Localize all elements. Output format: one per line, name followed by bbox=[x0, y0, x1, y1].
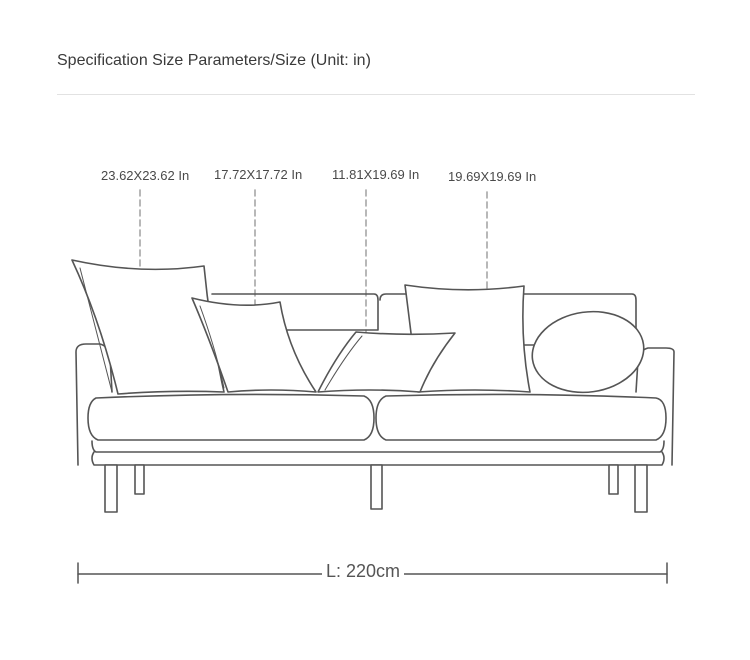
base-frame-bottom bbox=[92, 452, 664, 465]
pillow-round bbox=[527, 305, 649, 400]
base-frame-top bbox=[92, 441, 664, 452]
page-title: Specification Size Parameters/Size (Unit: in) bbox=[57, 52, 371, 69]
pillow-size-label-large: 23.62X23.62 In bbox=[101, 168, 190, 183]
pillow-size-label-lumbar: 11.81X19.69 In bbox=[332, 167, 420, 182]
leg-center bbox=[371, 465, 382, 509]
seat-cushion-left bbox=[88, 394, 374, 440]
leg-back-right bbox=[609, 465, 618, 494]
leg-front-right bbox=[635, 465, 647, 512]
leg-back-left bbox=[135, 465, 144, 494]
seat-cushion-right bbox=[376, 394, 666, 440]
pillow-size-label-medium: 17.72X17.72 In bbox=[214, 167, 303, 182]
leg-front-left bbox=[105, 465, 117, 512]
length-label: L: 220cm bbox=[322, 561, 404, 582]
pillow-size-label-square: 19.69X19.69 In bbox=[448, 169, 537, 184]
